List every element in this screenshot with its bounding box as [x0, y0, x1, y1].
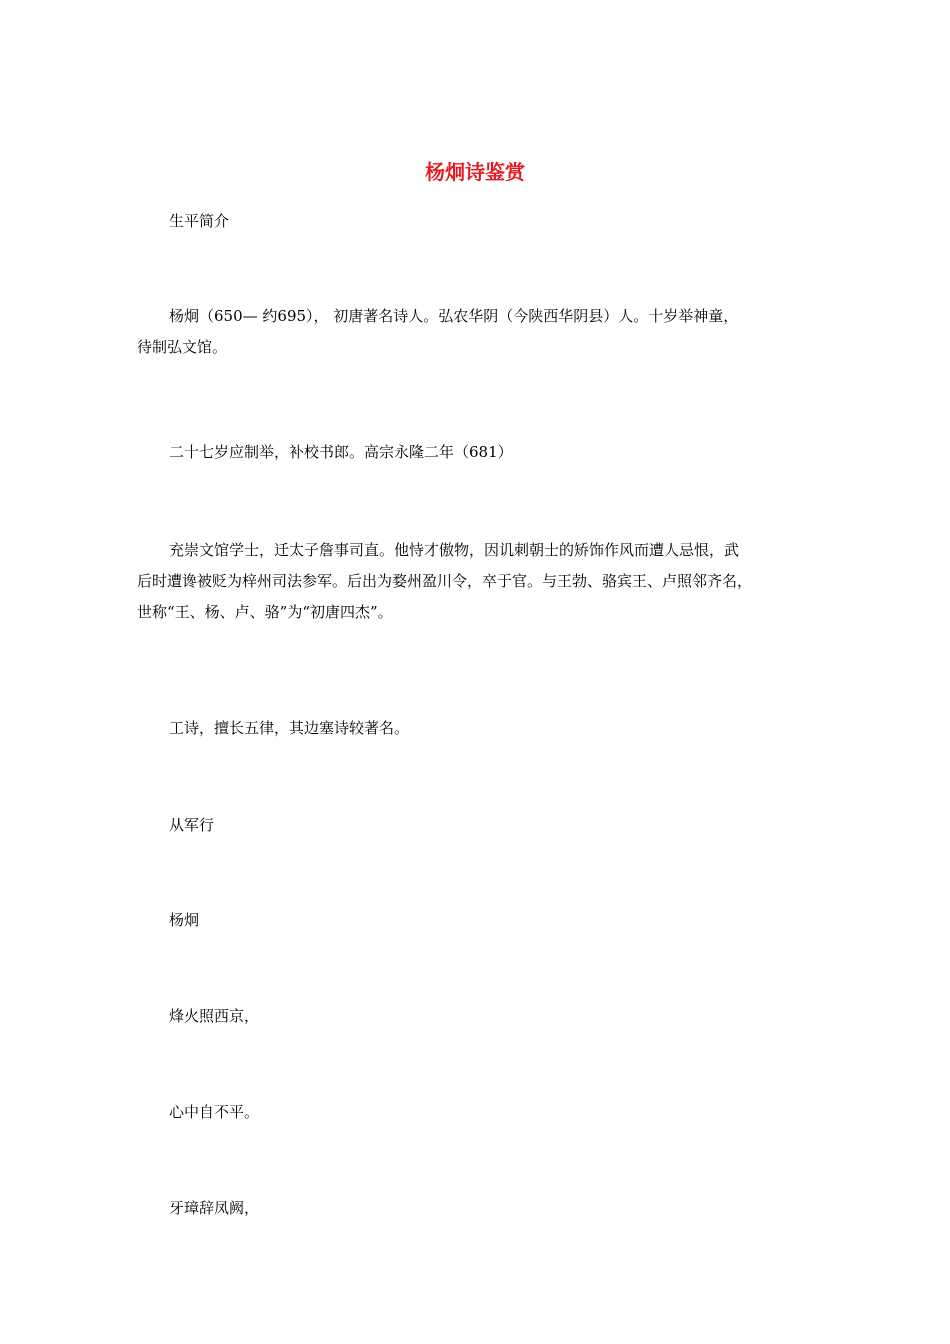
poem-line-3	[137, 1193, 817, 1224]
paragraph-line: 杨炯（650— 约695）， 初唐著名诗人。弘农华阴（今陕西华阴县）人。十岁举神童，	[169, 307, 739, 325]
paragraph-line: 生平简介	[169, 212, 230, 230]
paragraph-line: 充崇文馆学士，迁太子詹事司直。他恃才傲物，因讥刺朝士的矫饰作风而遭人忌恨，武	[169, 541, 740, 559]
paragraph-line: 后时遭谗被贬为梓州司法参军。后出为婺州盈川令，卒于官。与王勃、骆宾王、卢照邻齐名，	[137, 572, 753, 590]
poem-author	[137, 905, 817, 936]
paragraph-line: 世称“王、杨、卢、骆”为“初唐四杰”。	[137, 603, 393, 621]
poem-title	[137, 810, 817, 841]
paragraph-line: 心中自不平。	[169, 1103, 260, 1121]
paragraph-section-heading-bio	[137, 206, 817, 237]
paragraph-line: 工诗，擅长五律，其边塞诗较著名。	[169, 719, 410, 737]
paragraph-line: 烽火照西京，	[169, 1007, 260, 1025]
paragraph-line: 待制弘文馆。	[137, 338, 228, 356]
paragraph-bio-intro	[137, 301, 817, 363]
paragraph-line: 杨炯	[169, 911, 200, 929]
paragraph-bio-later	[137, 535, 817, 628]
paragraph-bio-poetry	[137, 713, 817, 744]
paragraph-line: 二十七岁应制举，补校书郎。高宗永隆二年（681）	[169, 443, 513, 461]
paragraph-bio-career	[137, 437, 817, 468]
poem-line-1	[137, 1001, 817, 1032]
paragraph-line: 牙璋辞凤阙，	[169, 1199, 260, 1217]
paragraph-line: 从军行	[169, 816, 215, 834]
poem-line-2	[137, 1097, 817, 1128]
document-title: 杨炯诗鉴赏	[425, 160, 525, 184]
